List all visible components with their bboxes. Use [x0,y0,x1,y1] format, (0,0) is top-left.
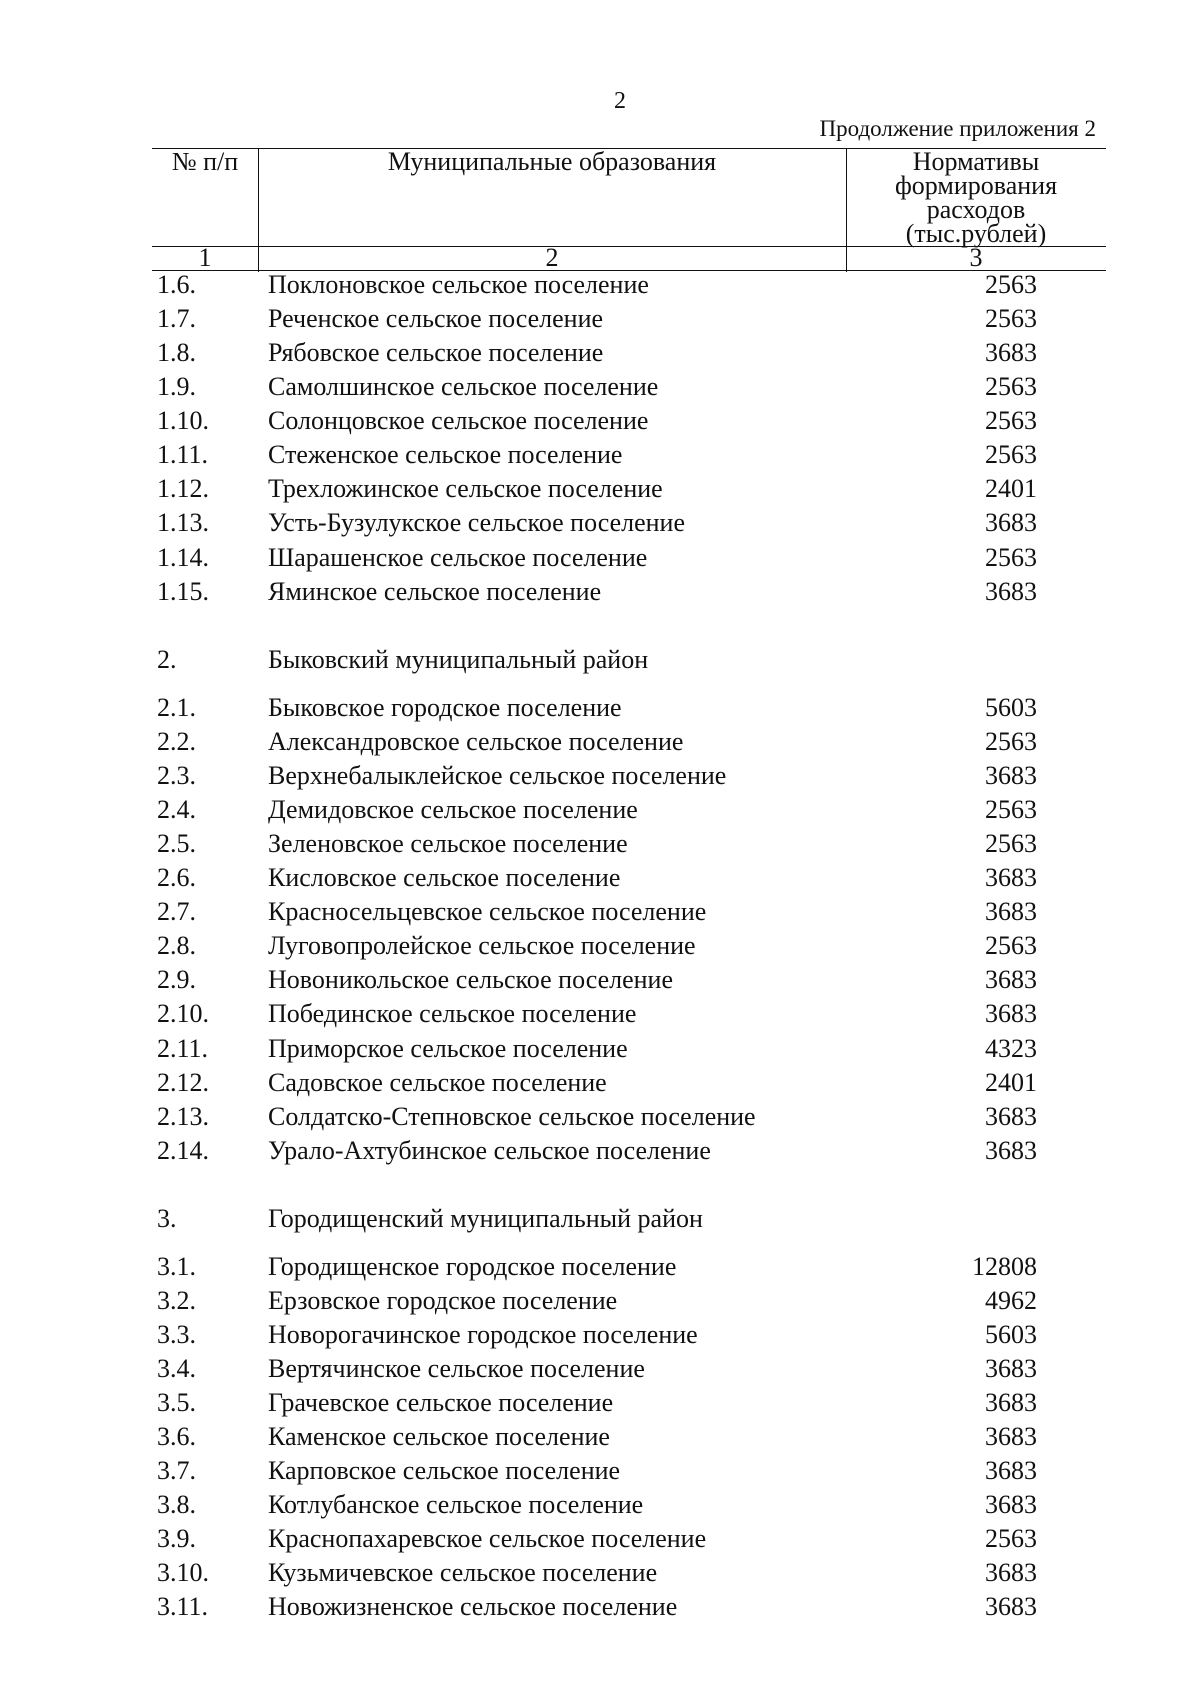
row-value: 12808 [972,1252,1037,1281]
table-row [150,337,1050,369]
table-row [150,692,1050,724]
row-name: Трехложинское сельское поселение [268,474,663,503]
row-name: Красносельцевское сельское поселение [268,897,707,926]
table-row [150,1033,1050,1065]
row-number: 1.9. [157,372,196,401]
row-value: 3683 [985,508,1037,537]
row-name: Садовское сельское поселение [268,1068,607,1097]
row-name: Краснопахаревское сельское поселение [268,1524,707,1553]
row-value: 3683 [985,761,1037,790]
row-name: Ерзовское городское поселение [268,1286,618,1315]
row-number: 3.1. [157,1252,196,1281]
table-row [150,1203,1050,1235]
row-number: 1.15. [157,577,209,606]
row-name: Кузьмичевское сельское поселение [268,1558,658,1587]
table-row [150,1319,1050,1351]
row-value: 3683 [985,1456,1037,1485]
row-name: Городищенский муниципальный район [268,1204,703,1233]
header-col-index: № п/п [171,147,239,176]
row-name: Верхнебалыклейское сельское поселение [268,761,727,790]
row-value: 2563 [985,795,1037,824]
row-number: 2. [157,645,177,674]
row-name: Самолшинское сельское поселение [268,372,659,401]
header-col-name: Муниципальные образования [387,147,717,176]
row-value: 2563 [985,440,1037,469]
row-number: 1.7. [157,304,196,333]
row-number: 3.11. [157,1592,209,1621]
row-value: 2401 [985,474,1037,503]
row-name: Новоникольское сельское поселение [268,965,673,994]
table-row [150,896,1050,928]
row-value: 3683 [985,965,1037,994]
table-row [150,1523,1050,1555]
row-number: 2.10. [157,999,209,1028]
row-value: 4323 [985,1034,1037,1063]
row-name: Приморское сельское поселение [268,1034,628,1063]
row-number: 3. [157,1204,177,1233]
row-value: 2401 [985,1068,1037,1097]
table-row [150,473,1050,505]
row-value: 3683 [985,897,1037,926]
row-number: 2.8. [157,931,196,960]
row-name: Карповское сельское поселение [268,1456,621,1485]
table-row [150,303,1050,335]
row-number: 3.5. [157,1388,196,1417]
table-row [150,371,1050,403]
table-row [150,1101,1050,1133]
row-number: 3.7. [157,1456,196,1485]
row-value: 3683 [985,1592,1037,1621]
row-number: 1.14. [157,543,209,572]
row-value: 3683 [985,338,1037,367]
row-name: Новожизненское сельское поселение [268,1592,678,1621]
table-row [150,964,1050,996]
row-name: Побединское сельское поселение [268,999,637,1028]
row-name: Яминское сельское поселение [268,577,602,606]
row-value: 3683 [985,999,1037,1028]
table-row [150,1455,1050,1487]
table-row [150,828,1050,860]
row-number: 2.5. [157,829,196,858]
table-row [150,405,1050,437]
row-number: 3.6. [157,1422,196,1451]
table-row [150,1285,1050,1317]
table-row [150,1251,1050,1283]
row-name: Реченское сельское поселение [268,304,604,333]
row-name: Быковский муниципальный район [268,645,649,674]
row-number: 2.13. [157,1102,209,1131]
table-row [150,439,1050,471]
row-name: Александровское сельское поселение [268,727,684,756]
row-value: 3683 [985,863,1037,892]
page-number: 2 [614,88,626,114]
row-name: Демидовское сельское поселение [268,795,638,824]
row-number: 2.12. [157,1068,209,1097]
table-row [150,542,1050,574]
table-row [150,1135,1050,1167]
row-number: 2.14. [157,1136,209,1165]
row-name: Быковское городское поселение [268,693,622,722]
row-number: 2.3. [157,761,196,790]
row-number: 1.13. [157,508,209,537]
row-number: 2.11. [157,1034,209,1063]
table-row [150,1489,1050,1521]
row-name: Новорогачинское городское поселение [268,1320,698,1349]
header-norm-line-1: Нормативы [912,147,1040,176]
row-value: 2563 [985,372,1037,401]
row-name: Рябовское сельское поселение [268,338,604,367]
row-value: 2563 [985,829,1037,858]
table-row [150,1387,1050,1419]
row-number: 3.3. [157,1320,196,1349]
row-number: 2.9. [157,965,196,994]
row-name: Зеленовское сельское поселение [268,829,628,858]
row-name: Солдатско-Степновское сельское поселение [268,1102,756,1131]
row-value: 2563 [985,931,1037,960]
row-value: 3683 [985,1388,1037,1417]
row-number: 1.6. [157,270,196,299]
row-number: 3.10. [157,1558,209,1587]
row-number: 3.9. [157,1524,196,1553]
header-number-2: 2 [545,243,559,272]
row-number: 2.2. [157,727,196,756]
row-name: Солонцовское сельское поселение [268,406,649,435]
row-name: Каменское сельское поселение [268,1422,610,1451]
row-name: Котлубанское сельское поселение [268,1490,644,1519]
table-row [150,269,1050,301]
table-row [150,1421,1050,1453]
row-value: 3683 [985,1558,1037,1587]
header-col-norm [846,147,1106,248]
row-name: Усть-Бузулукское сельское поселение [268,508,686,537]
row-value: 3683 [985,1136,1037,1165]
table-row [150,507,1050,539]
header-number-1: 1 [198,243,212,272]
row-value: 2563 [985,727,1037,756]
row-name: Поклоновское сельское поселение [268,270,649,299]
row-value: 3683 [985,577,1037,606]
row-number: 2.1. [157,693,196,722]
row-name: Кисловское сельское поселение [268,863,621,892]
row-name: Грачевское сельское поселение [268,1388,614,1417]
table-header [152,148,1106,270]
continuation-label: Продолжение приложения 2 [819,116,1096,141]
table-row [150,998,1050,1030]
row-value: 2563 [985,304,1037,333]
row-name: Городищенское городское поселение [268,1252,677,1281]
table-row [150,576,1050,608]
row-number: 1.10. [157,406,209,435]
table-row [150,1067,1050,1099]
row-name: Шарашенское сельское поселение [268,543,648,572]
table-row [150,930,1050,962]
row-name: Урало-Ахтубинское сельское поселение [268,1136,711,1165]
row-number: 3.2. [157,1286,196,1315]
row-number: 3.4. [157,1354,196,1383]
row-value: 3683 [985,1490,1037,1519]
table-row [150,726,1050,758]
table-row [150,1353,1050,1385]
row-number: 1.11. [157,440,209,469]
row-value: 3683 [985,1102,1037,1131]
row-value: 5603 [985,693,1037,722]
table-row [150,862,1050,894]
row-number: 2.6. [157,863,196,892]
row-value: 2563 [985,1524,1037,1553]
row-number: 2.4. [157,795,196,824]
row-name: Луговопролейское сельское поселение [268,931,696,960]
row-value: 5603 [985,1320,1037,1349]
row-value: 2563 [985,270,1037,299]
row-value: 2563 [985,543,1037,572]
row-name: Стеженское сельское поселение [268,440,623,469]
table-row [150,794,1050,826]
row-number: 3.8. [157,1490,196,1519]
table-row [150,760,1050,792]
row-number: 1.8. [157,338,196,367]
row-number: 2.7. [157,897,196,926]
table-row [150,1591,1050,1623]
row-name: Вертячинское сельское поселение [268,1354,645,1383]
header-number-3: 3 [969,243,983,272]
table-row [150,644,1050,676]
header-norm-line-2: формирования [894,171,1058,200]
header-norm-line-3: расходов [926,195,1026,224]
header-norm-line-4: (тыс.рублей) [905,219,1047,248]
table-row [150,1557,1050,1589]
row-value: 3683 [985,1422,1037,1451]
row-number: 1.12. [157,474,209,503]
row-value: 2563 [985,406,1037,435]
row-value: 3683 [985,1354,1037,1383]
row-value: 4962 [985,1286,1037,1315]
